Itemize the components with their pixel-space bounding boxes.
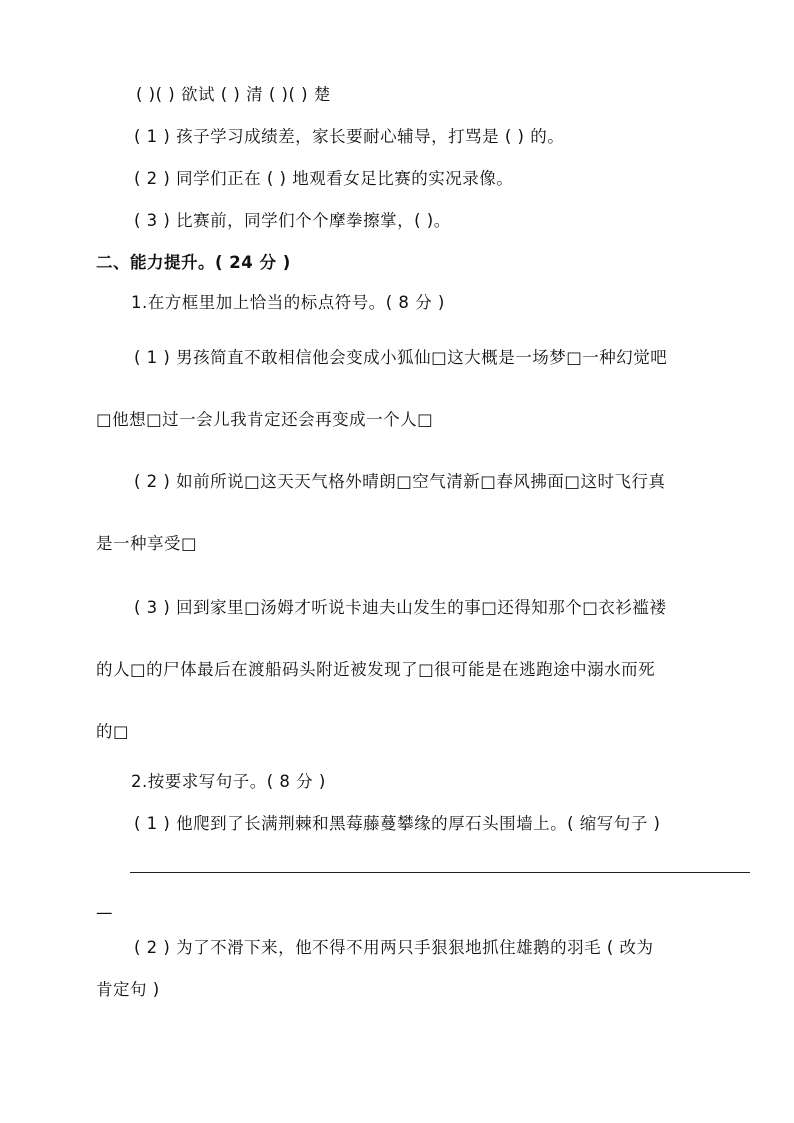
task-1-item-1-line-2: □他想□过一会儿我肯定还会再变成一个人□ <box>96 410 434 429</box>
question-2-line: ( 2 ) 同学们正在 ( ) 地观看女足比赛的实况录像。 <box>134 169 514 188</box>
task-1-item-3-line-1: ( 3 ) 回到家里□汤姆才听说卡迪夫山发生的事□还得知那个□衣衫褴褛 <box>134 598 667 617</box>
task-1-item-3-line-3: 的□ <box>96 722 130 741</box>
task-1-title: 1.在方框里加上恰当的标点符号。( 8 分 ) <box>131 293 445 312</box>
idiom-fill-line: ( )( ) 欲试 ( ) 清 ( )( ) 楚 <box>136 85 331 104</box>
question-1-line: ( 1 ) 孩子学习成绩差，家长要耐心辅导，打骂是 ( ) 的。 <box>134 127 565 146</box>
section-heading: 二、能力提升。( 24 分 ) <box>96 253 291 272</box>
answer-dash: — <box>96 903 113 922</box>
task-1-item-3-line-2: 的人□的尸体最后在渡船码头附近被发现了□很可能是在逃跑途中溺水而死 <box>96 660 656 679</box>
answer-line <box>130 872 750 873</box>
task-2-item-2-line-1: ( 2 ) 为了不滑下来，他不得不用两只手狠狠地抓住雄鹅的羽毛 ( 改为 <box>134 938 654 957</box>
task-2-title: 2.按要求写句子。( 8 分 ) <box>131 772 326 791</box>
task-1-item-1-line-1: ( 1 ) 男孩简直不敢相信他会变成小狐仙□这大概是一场梦□一种幻觉吧 <box>134 348 668 367</box>
task-1-item-2-line-1: ( 2 ) 如前所说□这天天气格外晴朗□空气清新□春风拂面□这时飞行真 <box>134 472 666 491</box>
question-3-line: ( 3 ) 比赛前，同学们个个摩拳擦掌，( )。 <box>134 211 451 230</box>
task-1-item-2-line-2: 是一种享受□ <box>96 534 198 553</box>
task-2-item-2-line-2: 肯定句 ) <box>96 980 160 999</box>
task-2-item-1: ( 1 ) 他爬到了长满荆棘和黑莓藤蔓攀缘的厚石头围墙上。( 缩写句子 ) <box>134 814 661 833</box>
